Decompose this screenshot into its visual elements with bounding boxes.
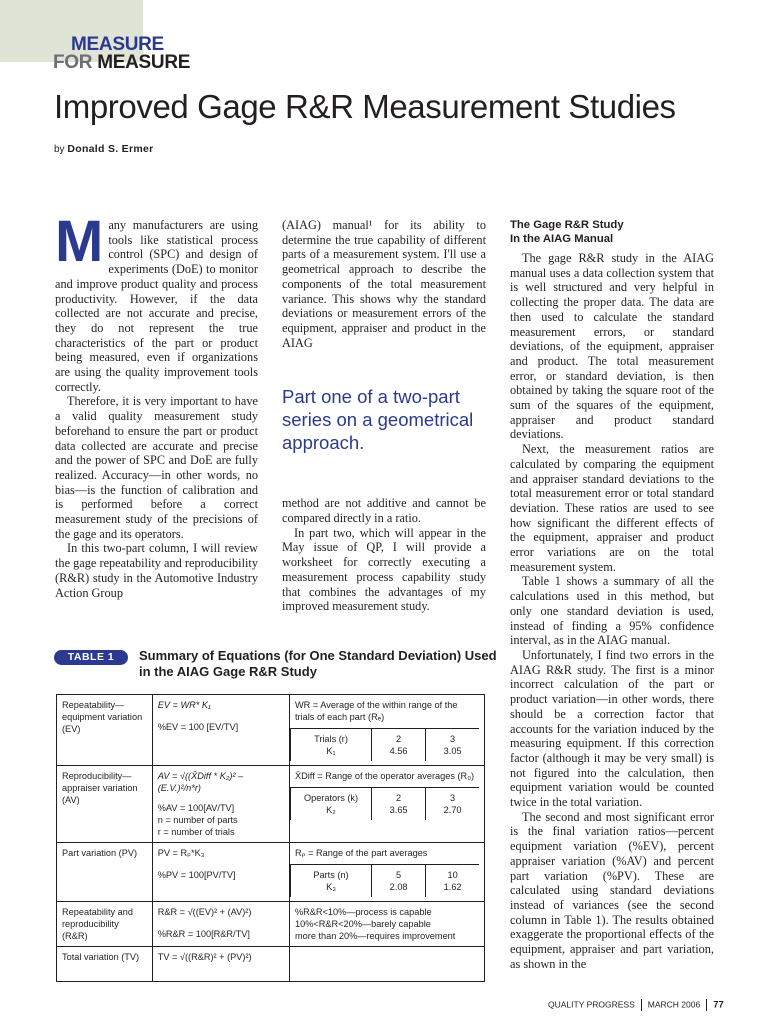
- text-column-1: [55, 209, 258, 600]
- constant-table: [290, 864, 479, 897]
- table-row: [57, 902, 485, 947]
- text-column-2: [282, 218, 486, 614]
- paragraph: The second and most significant error is the final variation ratios—percent equipment variation (%EV), percent appraiser variation (%AV) and percent part variation (%PV). These are calculated using standard deviations instead of variances (see the second column in Table 1). The results obtained exaggerate the proportional effects of the equipment, appraiser and part variation, as shown in the: [510, 809, 714, 971]
- definition: Rₚ = Range of the part averages: [295, 848, 428, 858]
- table-badge: TABLE 1: [54, 650, 128, 665]
- paragraph-text: any manufacturers are using tools like statistical process control (SPC) and design of experiments (DoE) to monitor and improve product quality and process productivity. However, if the data collected are not accurate and precise, they do not represent the true characteristics of the part or product being measured, even if organizations are using the quality improvement tools correctly.: [55, 218, 258, 394]
- equation: %PV = 100[PV/TV]: [157, 870, 236, 880]
- paragraph: In this two-part column, I will review the gage repeatability and reproducibility (R&R) study in the Automotive Industry Action Group: [55, 541, 258, 600]
- definition: WR = Average of the within range of the trials of each part (Rₑ): [295, 700, 458, 722]
- definition-cell: [290, 902, 485, 947]
- pull-quote: Part one of a two-part series on a geometrical approach.: [282, 386, 474, 454]
- row-label: Part variation (PV): [57, 843, 153, 902]
- table-row: [57, 766, 485, 843]
- author-name: Donald S. Ermer: [67, 143, 154, 155]
- column-kicker: [53, 36, 190, 72]
- constant-value: 3 2.70: [426, 788, 479, 821]
- kicker-line1: MEASURE: [71, 34, 164, 55]
- definition-cell: [290, 843, 485, 902]
- constant-label: Operators (k) K₂: [291, 788, 372, 821]
- guideline: %R&R<10%—process is capable: [295, 907, 432, 917]
- row-label: Reproducibility—appraiser variation (AV): [57, 766, 153, 843]
- kicker-measure: MEASURE: [97, 52, 191, 73]
- paragraph: In part two, which will appear in the May issue of QP, I will provide a worksheet for correctly executing a measurement process capability study that combines the advantages of my improved measurement study.: [282, 525, 486, 614]
- equation-cell: [152, 766, 289, 843]
- paragraph: Unfortunately, I find two errors in the AIAG R&R study. The first is a minor incorrect calculation of the part or product variation—in other words, there should be a correction factor that accounts for the variation induced by the measuring equipment. If this correction factor (although it may be very small) is not figured into the calculation, then equipment variation would be counted twice in the total variation.: [510, 647, 714, 810]
- page-number: 77: [713, 999, 724, 1011]
- equation-cell: [152, 695, 289, 766]
- heading-line: In the AIAG Manual: [510, 233, 614, 245]
- row-label: Total variation (TV): [57, 947, 153, 982]
- constant-table: [290, 728, 479, 761]
- text-column-3: [510, 218, 714, 971]
- equation: R&R = √((EV)² + (AV)²): [157, 907, 252, 917]
- constant-value: 5 2.08: [372, 865, 426, 898]
- constant-label: Parts (n) K₃: [291, 865, 372, 898]
- equation-cell: [152, 843, 289, 902]
- equation-cell: [152, 902, 289, 947]
- row-label: Repeatability and reproducibility (R&R): [57, 902, 153, 947]
- guideline: 10%<R&R<20%—barely capable: [295, 919, 431, 929]
- equations-table: [56, 694, 485, 982]
- equation: TV = √((R&R)² + (PV)²): [157, 952, 252, 962]
- paragraph: Therefore, it is very important to have a valid quality measurement study beforehand to ensure the part or product data collected are accurate and precise and the power of SPC and DoE are fully realized. Accuracy—in other words, no bias—is the function of calibration and is performed before a correct measurement study of the precisions of the gage and its operators.: [55, 394, 258, 541]
- constant-value: 2 3.65: [372, 788, 426, 821]
- issue-date: MARCH 2006: [647, 999, 701, 1010]
- definition: n = number of parts: [157, 815, 238, 825]
- equation: PV = Rₚ*K₃: [157, 848, 205, 858]
- definition: X̄Diff = Range of the operator averages (R₀): [295, 771, 475, 781]
- definition-cell: [290, 766, 485, 843]
- divider: [706, 999, 707, 1011]
- definition-cell: [290, 947, 485, 982]
- section-heading: [510, 218, 714, 246]
- paragraph: method are not additive and cannot be compared directly in a ratio.: [282, 496, 486, 526]
- definition-cell: [290, 695, 485, 766]
- divider: [641, 999, 642, 1011]
- kicker-for: FOR: [53, 52, 93, 73]
- guideline: more than 20%—requires improvement: [295, 931, 456, 941]
- equation-cell: [152, 947, 289, 982]
- equation: %R&R = 100[R&R/TV]: [157, 929, 250, 939]
- byline: [54, 143, 154, 155]
- paragraph: [55, 209, 258, 394]
- equation: %AV = 100[AV/TV]: [157, 803, 235, 813]
- equation: AV = √((X̄Diff * K₂)² – (E.V.)²/n*r): [157, 771, 244, 793]
- page-footer: [548, 999, 724, 1011]
- equation: %EV = 100 [EV/TV]: [157, 722, 239, 732]
- table-row: [57, 947, 485, 982]
- byline-by: by: [54, 144, 65, 155]
- article-title: Improved Gage R&R Measurement Studies: [54, 88, 676, 125]
- constant-value: 3 3.05: [426, 729, 479, 762]
- constant-value: 2 4.56: [372, 729, 426, 762]
- table-row: [57, 843, 485, 902]
- paragraph: Table 1 shows a summary of all the calculations used in this method, but only one standard deviation is used, instead of finding a 95% confidence interval, as in the AIAG manual.: [510, 574, 714, 648]
- publication-name: QUALITY PROGRESS: [548, 999, 635, 1010]
- paragraph: (AIAG) manual¹ for its ability to determine the true capability of different parts of a measurement system. I'll use a geometrical approach to describe the components of the total measurement variance. This shows why the standard deviations or measurement errors of the equipment, appraiser and product in the AIAG: [282, 218, 486, 350]
- paragraph: The gage R&R study in the AIAG manual uses a data collection system that is well structured and very helpful in collecting the proper data. The data are then used to calculate the standard measurement errors, or standard deviations, of the equipment, appraiser and product. The total measurement error, or standard deviation, is then obtained by taking the square root of the sum of the squares of the equipment, appraiser and product standard deviations.: [510, 251, 714, 442]
- drop-cap: M: [55, 209, 104, 274]
- heading-line: The Gage R&R Study: [510, 219, 624, 231]
- equation: EV = WR* K₁: [157, 700, 211, 710]
- constant-label: Trials (r) K₁: [291, 729, 372, 762]
- table-caption: Summary of Equations (for One Standard Deviation) Used in the AIAG Gage R&R Study: [139, 648, 497, 679]
- table-row: [57, 695, 485, 766]
- paragraph: Next, the measurement ratios are calculated by comparing the equipment and appraiser standard deviations to the total measurement error or total standard deviation. These ratios are used to see how significant the different effects of the equipment, appraiser and product error variations are on the total measurement system.: [510, 442, 714, 574]
- constant-table: [290, 787, 479, 820]
- constant-value: 10 1.62: [426, 865, 479, 898]
- row-label: Repeatability—equipment variation (EV): [57, 695, 153, 766]
- kicker-line2: [53, 54, 190, 72]
- definition: r = number of trials: [157, 827, 235, 837]
